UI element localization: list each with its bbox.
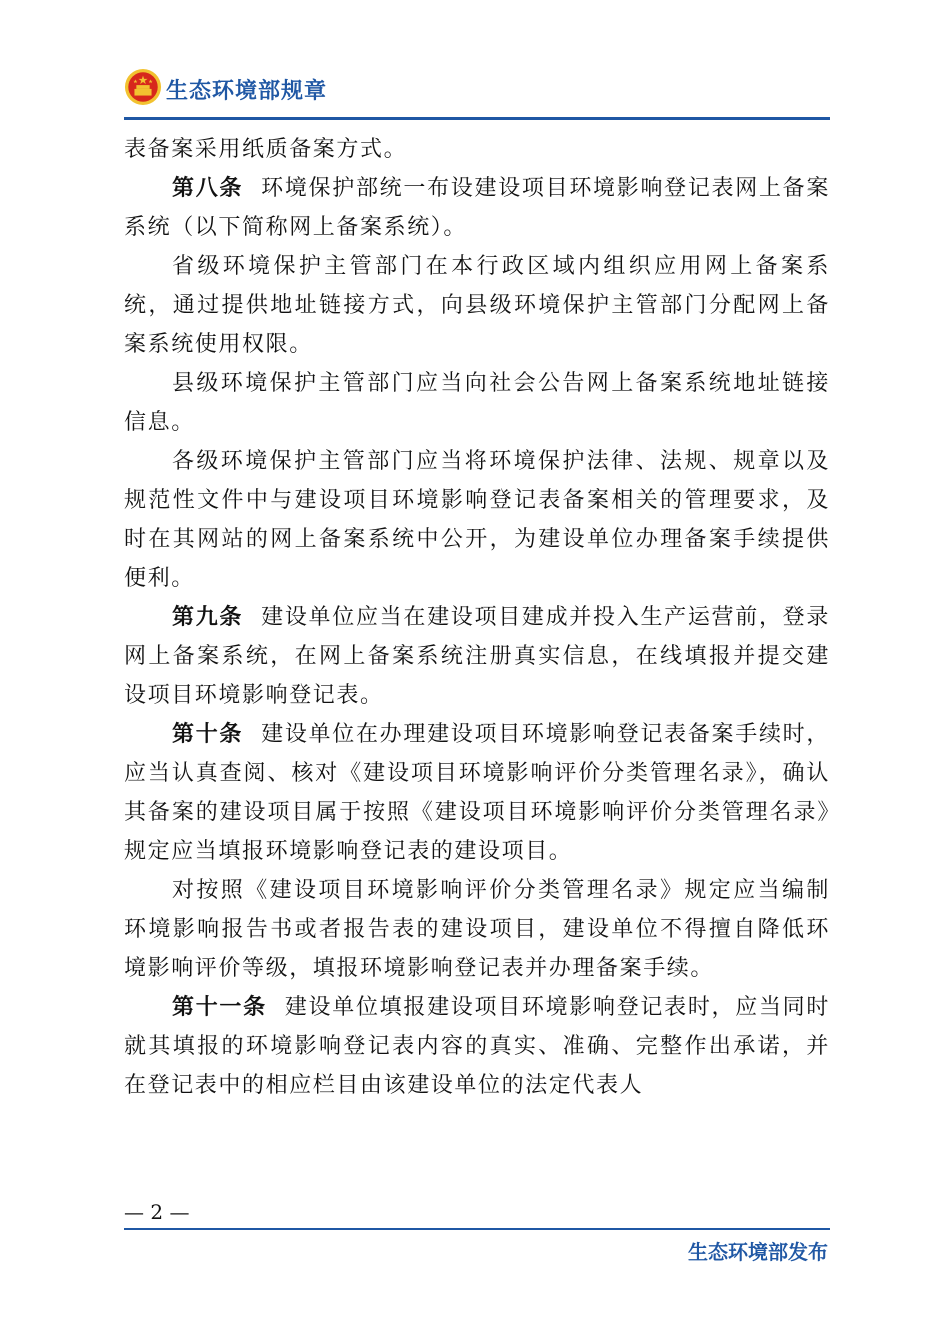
paragraph — [124, 247, 830, 364]
paragraph — [124, 364, 830, 442]
paragraph — [124, 130, 830, 169]
paragraph — [124, 715, 830, 871]
paragraph-text: 建设单位在办理建设项目环境影响登记表备案手续时，应当认真查阅、核对《建设项目环境影响评价分类管理名录》，确认其备案的建设项目属于按照《建设项目环境影响评价分类管理名录》规定应当填报环境影响登记表的建设项目。 — [124, 722, 830, 864]
page-header — [124, 62, 830, 122]
article-number: 第十一条 — [172, 995, 267, 1020]
paragraph-text: 县级环境保护主管部门应当向社会公告网上备案系统地址链接信息。 — [124, 371, 830, 435]
paragraph — [124, 988, 830, 1105]
paragraph-text: 对按照《建设项目环境影响评价分类管理名录》规定应当编制环境影响报告书或者报告表的建设项目，建设单位不得擅自降低环境影响评价等级，填报环境影响登记表并办理备案手续。 — [124, 878, 830, 981]
paragraph-text: 省级环境保护主管部门在本行政区域内组织应用网上备案系统，通过提供地址链接方式，向县级环境保护主管部门分配网上备案系统使用权限。 — [124, 254, 830, 357]
footer-divider — [124, 1228, 830, 1230]
article-number: 第八条 — [172, 176, 244, 201]
paragraph — [124, 442, 830, 598]
paragraph — [124, 169, 830, 247]
paragraph — [124, 598, 830, 715]
paragraph-text: 建设单位填报建设项目环境影响登记表时，应当同时就其填报的环境影响登记表内容的真实、准确、完整作出承诺，并在登记表中的相应栏目由该建设单位的法定代表人 — [124, 995, 830, 1098]
paragraph-text: 各级环境保护主管部门应当将环境保护法律、法规、规章以及规范性文件中与建设项目环境影响登记表备案相关的管理要求，及时在其网站的网上备案系统中公开，为建设单位办理备案手续提供便利。 — [124, 449, 830, 591]
article-number: 第九条 — [172, 605, 244, 630]
page-number: — 2 — — [124, 1200, 190, 1224]
paragraph-text: 环境保护部统一布设建设项目环境影响登记表网上备案系统（以下简称网上备案系统）。 — [124, 176, 830, 240]
national-emblem-icon — [124, 68, 162, 106]
header-divider — [124, 117, 830, 120]
document-body — [124, 130, 830, 1105]
header-title: 生态环境部规章 — [166, 79, 328, 104]
paragraph — [124, 871, 830, 988]
paragraph-text: 建设单位应当在建设项目建成并投入生产运营前，登录网上备案系统，在网上备案系统注册真实信息，在线填报并提交建设项目环境影响登记表。 — [124, 605, 830, 708]
footer-publisher: 生态环境部发布 — [688, 1240, 828, 1264]
paragraph-text: 表备案采用纸质备案方式。 — [124, 137, 408, 162]
article-number: 第十条 — [172, 722, 244, 747]
